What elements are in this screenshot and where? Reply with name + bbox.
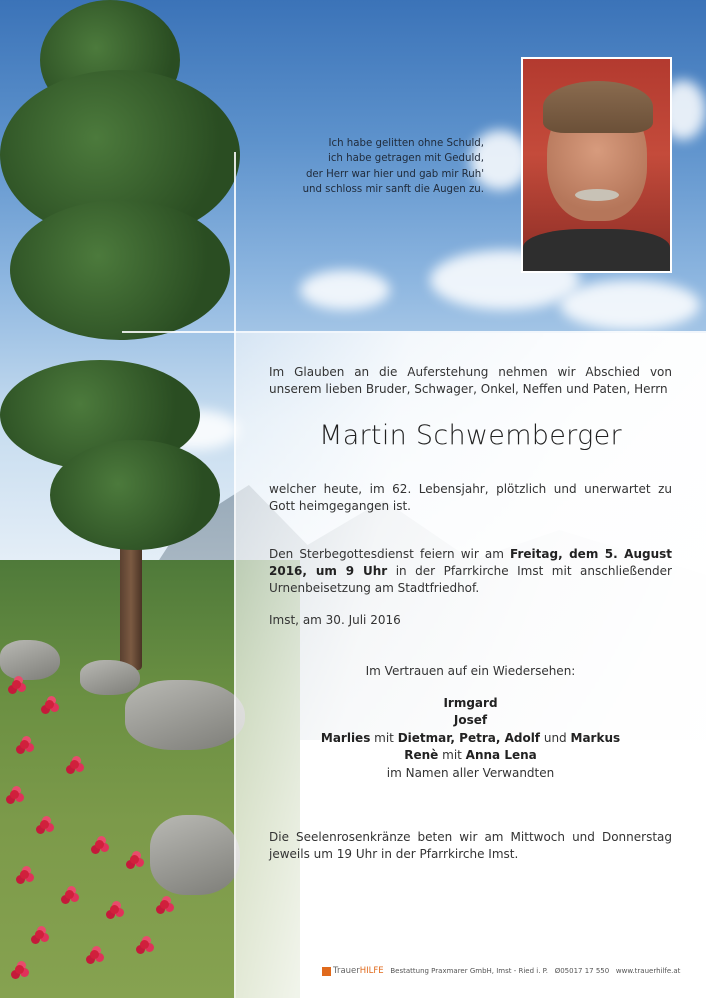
flower [10, 790, 19, 799]
mourner-connector: mit [438, 748, 466, 763]
flower [35, 930, 44, 939]
rock [125, 680, 245, 750]
mourner-connector: mit [370, 730, 398, 745]
death-notice: welcher heute, im 62. Lebensjahr, plötzlich und unerwartet zu Gott heimgegangen ist. [269, 482, 672, 514]
deceased-name: Martin Schwemberger [319, 420, 622, 451]
tree-trunk [120, 540, 142, 670]
service-prefix: Den Sterbegottesdienst feiern wir am [269, 547, 511, 561]
mourner-name: Josef [453, 713, 488, 728]
phone-number: Ø05017 17 550 [554, 967, 610, 975]
flower [90, 950, 99, 959]
flower [45, 700, 54, 709]
flower [20, 870, 29, 879]
mourner-name: Markus [570, 730, 621, 745]
mourner-connector: und [540, 730, 571, 745]
reunion-text: Im Vertrauen auf ein Wiedersehen: [365, 664, 576, 678]
flower [15, 965, 24, 974]
mourner-name: Anna Lena [465, 748, 537, 763]
cross-horizontal [122, 331, 706, 333]
intro-text: Im Glauben an die Auferstehung nehmen wir Abschied von unserem lieben Bruder, Schwager, Onkel, Neffen und Paten, Herrn [269, 365, 672, 397]
flower [65, 890, 74, 899]
portrait-mustache [575, 189, 619, 201]
place-date: Imst, am 30. Juli 2016 [269, 613, 401, 627]
poem-line: und schloss mir sanft die Augen zu. [302, 184, 484, 196]
website-link[interactable]: www.trauerhilfe.at [615, 967, 681, 975]
flower [140, 940, 149, 949]
cross-vertical [234, 152, 236, 998]
company-info: Bestattung Praxmarer GmbH, Imst - Ried i. P. [390, 967, 549, 975]
mourners-closing: im Namen aller Verwandten [386, 765, 555, 780]
portrait-shirt [523, 229, 670, 273]
mourner-name: Renè [404, 748, 439, 763]
rock [0, 640, 60, 680]
flower [160, 900, 169, 909]
footer [322, 966, 702, 976]
rock [80, 660, 140, 695]
mourner-name: Marlies [320, 730, 371, 745]
cloud [560, 280, 700, 330]
poem-line: Ich habe gelitten ohne Schuld, [328, 138, 484, 149]
mourners-list [269, 695, 672, 782]
cloud [300, 270, 390, 310]
portrait-hair [543, 81, 653, 133]
flower [110, 905, 119, 914]
portrait-photo [521, 57, 672, 273]
tree-crown [10, 200, 230, 340]
flower [40, 820, 49, 829]
service-date: Freitag, dem 5. August 2016, um 9 Uhr [269, 547, 672, 579]
trauerhilfe-logo-icon [322, 967, 331, 976]
service-suffix: in der Pfarrkirche Imst mit anschließender Urnenbeisetzung am Stadtfriedhof. [269, 564, 672, 596]
mourner-name: Dietmar, Petra, Adolf [397, 730, 541, 745]
mourner-name: Irmgard [443, 696, 498, 710]
flower [95, 840, 104, 849]
service-info [269, 546, 672, 598]
flower [130, 855, 139, 864]
flower [20, 740, 29, 749]
poem-line: der Herr war hier und gab mir Ruh' [305, 168, 484, 180]
flower [70, 760, 79, 769]
rosary-info: Die Seelenrosenkränze beten wir am Mittwoch und Donnerstag jeweils um 19 Uhr in der Pfarrkirche Imst. [269, 830, 672, 862]
brand-name: TrauerHILFE [333, 966, 384, 976]
rock [150, 815, 240, 895]
tree-crown [50, 440, 220, 550]
poem [244, 136, 484, 198]
poem-line: ich habe getragen mit Geduld, [328, 153, 484, 165]
flower [12, 680, 21, 689]
